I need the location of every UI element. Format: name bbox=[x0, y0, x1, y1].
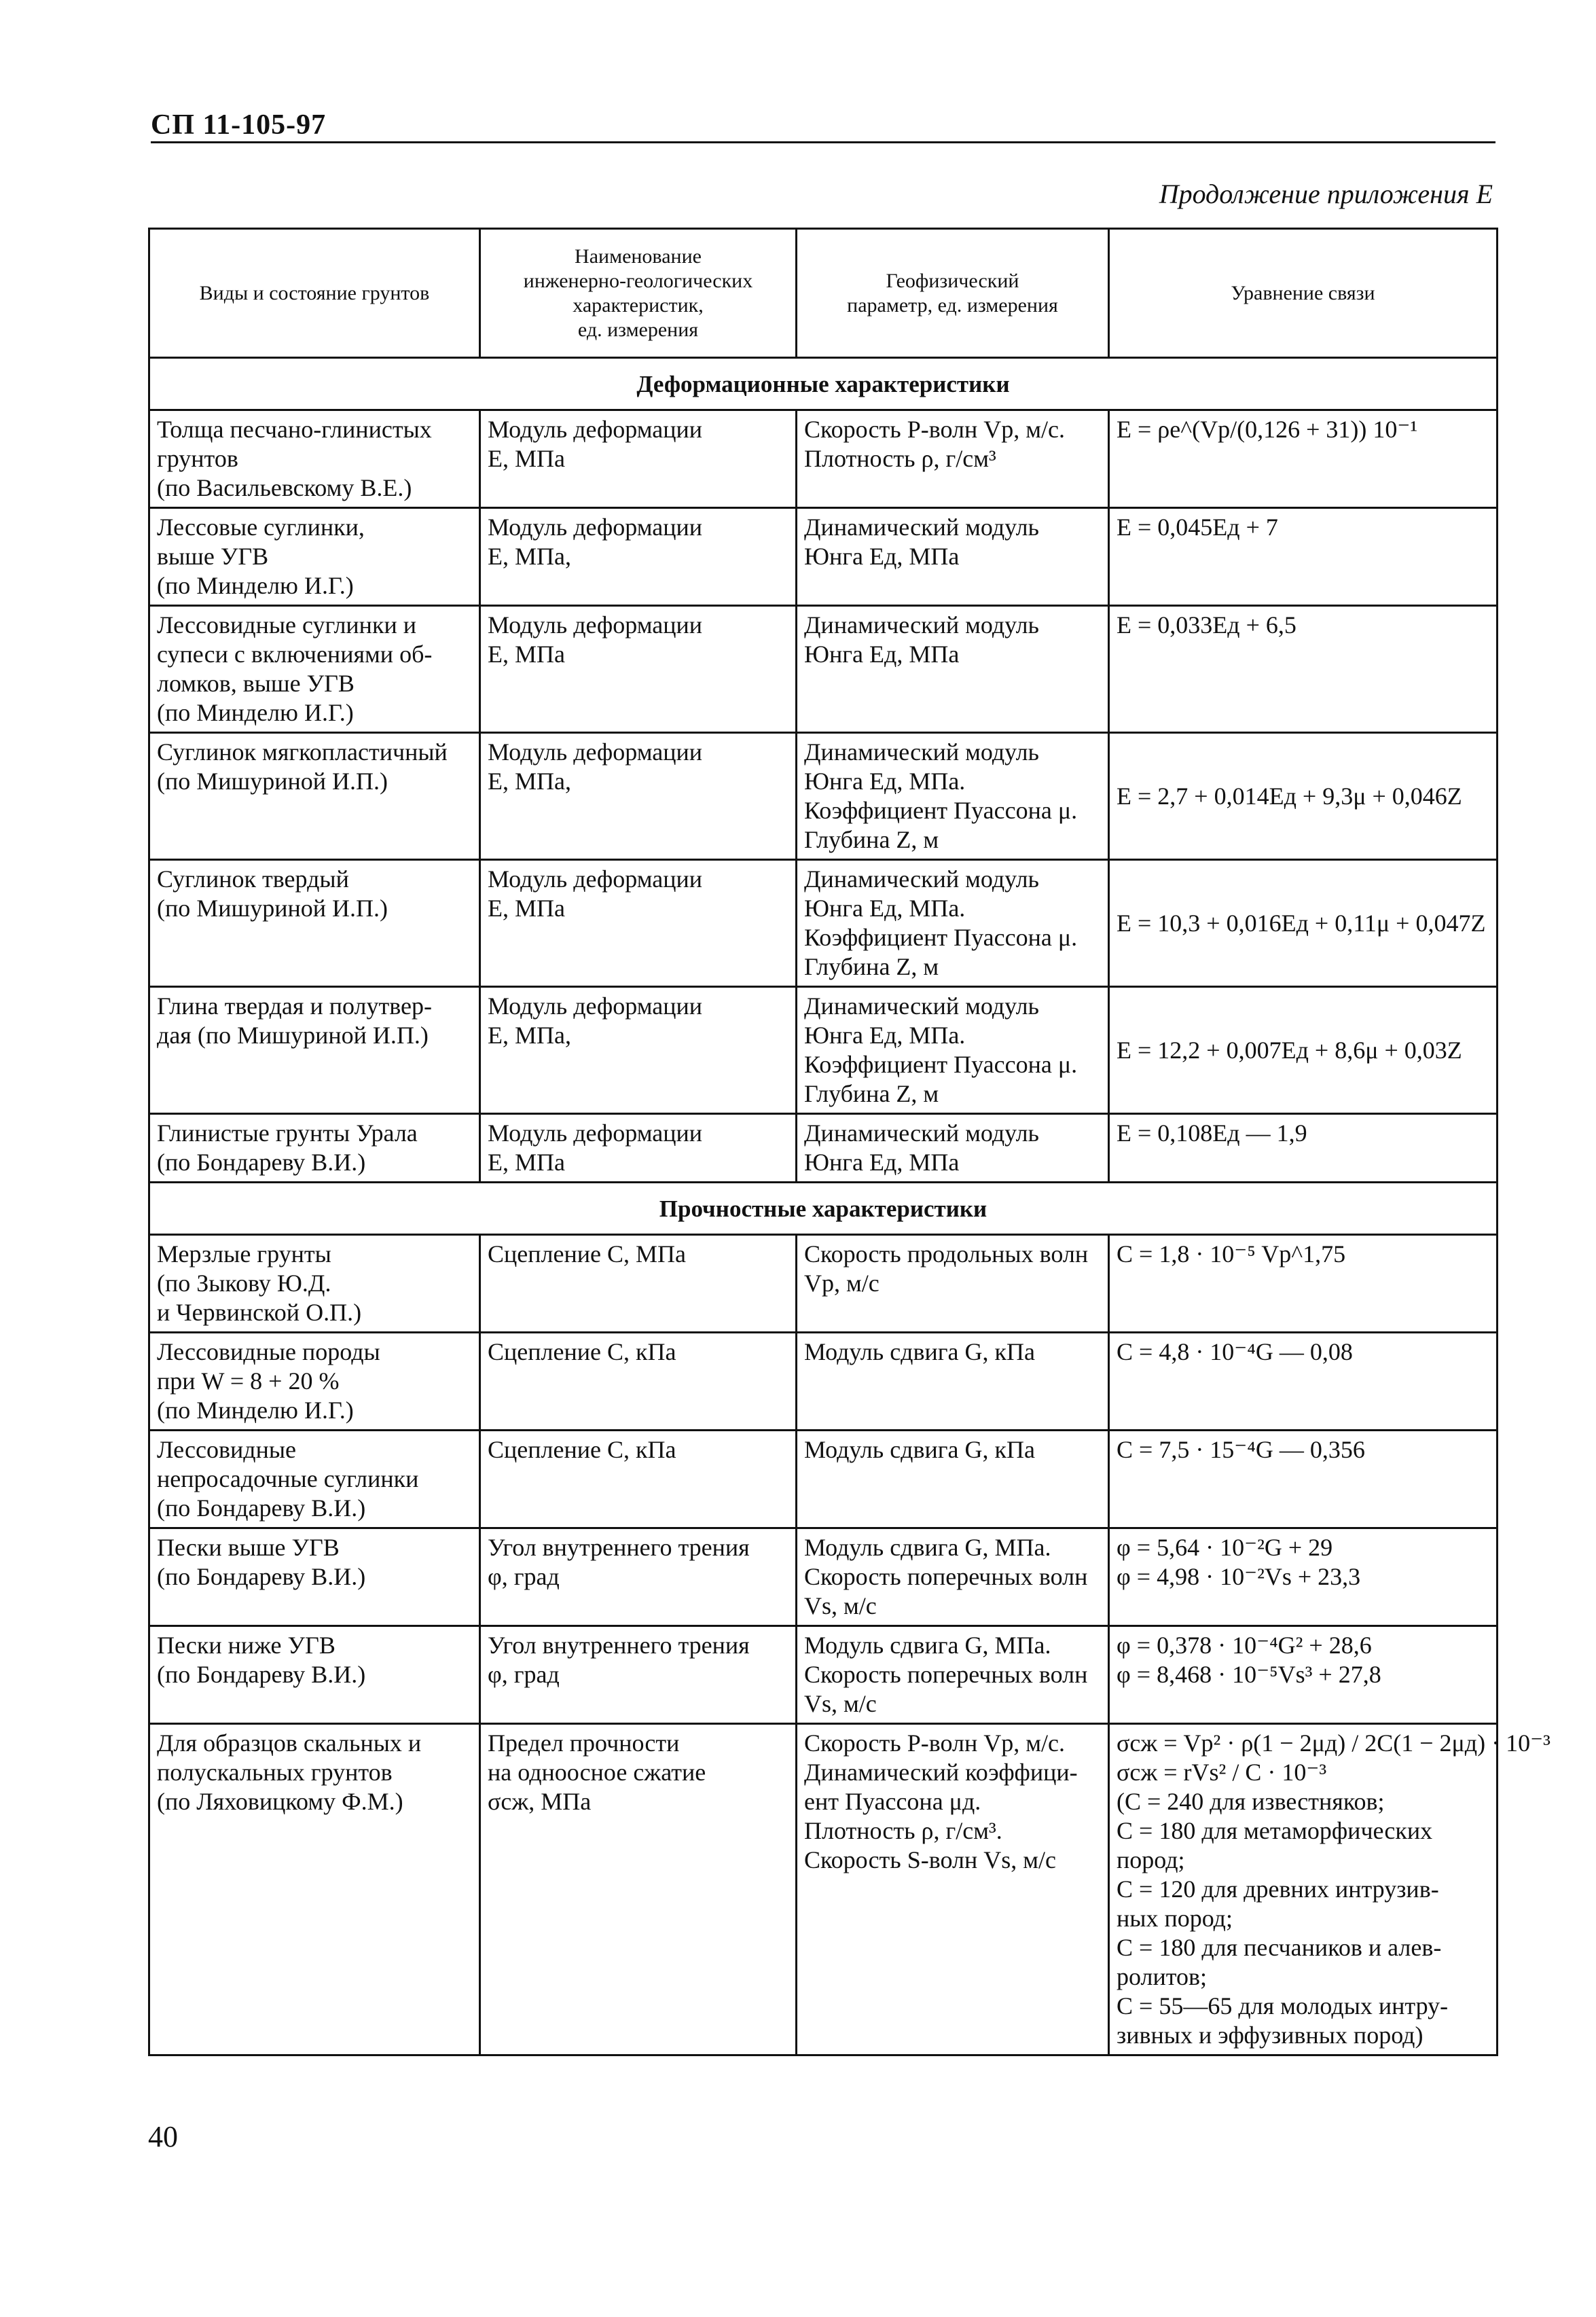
property-cell bbox=[480, 1626, 797, 1724]
parameter-cell-line: Модуль сдвига G, МПа. bbox=[804, 1534, 1051, 1561]
property-cell-line: Модуль деформации bbox=[488, 416, 703, 443]
equation-cell-line: пород; bbox=[1117, 1846, 1185, 1873]
soil-cell bbox=[149, 410, 480, 508]
equation-cell-line: E = 2,7 + 0,014Eд + 9,3μ + 0,046Z bbox=[1117, 782, 1462, 810]
property-cell-line: φ, град bbox=[488, 1563, 560, 1590]
equation-cell-line: E = 10,3 + 0,016Eд + 0,11μ + 0,047Z bbox=[1117, 909, 1486, 937]
equation-cell-line: φ = 0,378 · 10⁻⁴G² + 28,6 bbox=[1117, 1632, 1372, 1659]
parameter-cell-line: ент Пуассона μд. bbox=[804, 1788, 981, 1815]
soil-cell-line: Лессовидные породы bbox=[157, 1338, 380, 1365]
parameter-cell-line: Коэффициент Пуассона μ. bbox=[804, 924, 1078, 951]
property-cell-line: σсж, МПа bbox=[488, 1788, 592, 1815]
column-header-line: Геофизический bbox=[886, 269, 1019, 292]
column-header bbox=[797, 229, 1109, 358]
parameter-cell-line: Скорость поперечных волн bbox=[804, 1563, 1088, 1590]
parameter-cell-line: Динамический модуль bbox=[804, 611, 1039, 639]
soil-cell-line: (по Минделю И.Г.) bbox=[157, 572, 354, 599]
property-cell bbox=[480, 1724, 797, 2055]
table-row bbox=[149, 1724, 1498, 2055]
equation-cell-line: C = 4,8 · 10⁻⁴G — 0,08 bbox=[1117, 1338, 1353, 1365]
parameter-cell-line: Юнга Eд, МПа. bbox=[804, 1022, 966, 1049]
parameter-cell-line: Модуль сдвига G, МПа. bbox=[804, 1632, 1051, 1659]
property-cell-line: Угол внутреннего трения bbox=[488, 1632, 750, 1659]
soil-cell bbox=[149, 1626, 480, 1724]
equation-cell bbox=[1109, 508, 1498, 606]
table-row bbox=[149, 508, 1498, 606]
soil-cell-line: Глина твердая и полутвер- bbox=[157, 992, 432, 1020]
table-row bbox=[149, 1431, 1498, 1528]
property-cell-line: Модуль деформации bbox=[488, 611, 703, 639]
parameter-cell-line: Скорость S-волн Vs, м/с bbox=[804, 1846, 1056, 1873]
equation-cell bbox=[1109, 1333, 1498, 1431]
equation-cell-line: C = 180 для песчаников и алев- bbox=[1117, 1934, 1442, 1961]
property-cell-line: Модуль деформации bbox=[488, 738, 703, 766]
property-cell-line: Модуль деформации bbox=[488, 1119, 703, 1147]
parameter-cell bbox=[797, 987, 1109, 1114]
parameter-cell-line: Коэффициент Пуассона μ. bbox=[804, 1051, 1078, 1078]
header-rule bbox=[151, 141, 1495, 143]
property-cell bbox=[480, 410, 797, 508]
property-cell-line: Угол внутреннего трения bbox=[488, 1534, 750, 1561]
property-cell-line: Модуль деформации bbox=[488, 865, 703, 893]
soil-cell-line: (по Бондареву В.И.) bbox=[157, 1494, 366, 1522]
table-row bbox=[149, 1626, 1498, 1724]
parameter-cell-line: Глубина Z, м bbox=[804, 953, 939, 980]
parameter-cell-line: Динамический модуль bbox=[804, 865, 1039, 893]
parameter-cell-line: Динамический модуль bbox=[804, 992, 1039, 1020]
parameter-cell-line: Юнга Eд, МПа bbox=[804, 641, 960, 668]
table-row bbox=[149, 1528, 1498, 1626]
parameter-cell bbox=[797, 508, 1109, 606]
parameter-cell bbox=[797, 1235, 1109, 1333]
column-header-line: ед. измерения bbox=[577, 318, 699, 341]
equation-cell-line: σсж = Vp² · ρ(1 − 2μд) / 2C(1 − 2μд) · 10⁻³ bbox=[1117, 1729, 1550, 1757]
property-cell bbox=[480, 733, 797, 860]
parameter-cell-line: Юнга Eд, МПа bbox=[804, 1149, 960, 1176]
soil-cell-line: грунтов bbox=[157, 445, 238, 472]
column-header-line: Наименование bbox=[575, 245, 702, 268]
property-cell bbox=[480, 1114, 797, 1183]
section-header-row bbox=[149, 1183, 1498, 1235]
soil-cell-line: (по Ляховицкому Ф.М.) bbox=[157, 1788, 403, 1815]
equation-cell bbox=[1109, 1528, 1498, 1626]
soil-cell-line: Лессовидные bbox=[157, 1436, 297, 1463]
equation-cell bbox=[1109, 606, 1498, 733]
soil-cell-line: Лессовидные суглинки и bbox=[157, 611, 416, 639]
parameter-cell-line: Скорость продольных волн bbox=[804, 1240, 1089, 1268]
equation-cell-line: C = 1,8 · 10⁻⁵ Vp^1,75 bbox=[1117, 1240, 1346, 1268]
soil-cell-line: (по Зыкову Ю.Д. bbox=[157, 1270, 331, 1297]
property-cell-line: Модуль деформации bbox=[488, 514, 703, 541]
parameter-cell bbox=[797, 1724, 1109, 2055]
property-cell-line: E, МПа bbox=[488, 445, 565, 472]
parameter-cell bbox=[797, 1431, 1109, 1528]
parameter-cell-line: Юнга Eд, МПа. bbox=[804, 768, 966, 795]
soil-cell bbox=[149, 860, 480, 987]
property-cell bbox=[480, 508, 797, 606]
equation-cell-line: C = 7,5 · 15⁻⁴G — 0,356 bbox=[1117, 1436, 1365, 1463]
equation-cell bbox=[1109, 733, 1498, 860]
equation-cell-line: E = 0,108Eд — 1,9 bbox=[1117, 1119, 1307, 1147]
column-header-line: Уравнение связи bbox=[1231, 281, 1375, 304]
property-cell-line: Сцепление C, МПа bbox=[488, 1240, 686, 1268]
property-cell bbox=[480, 987, 797, 1114]
property-cell bbox=[480, 1235, 797, 1333]
parameter-cell-line: Скорость поперечных волн bbox=[804, 1661, 1088, 1688]
soil-cell-line: (по Бондареву В.И.) bbox=[157, 1661, 366, 1688]
property-cell-line: Сцепление C, кПа bbox=[488, 1338, 676, 1365]
table-row bbox=[149, 987, 1498, 1114]
property-cell-line: E, МПа bbox=[488, 895, 565, 922]
column-header-line: инженерно-геологических bbox=[523, 269, 753, 292]
soil-cell-line: Мерзлые грунты bbox=[157, 1240, 331, 1268]
equation-cell-line: φ = 5,64 · 10⁻²G + 29 bbox=[1117, 1534, 1333, 1561]
parameter-cell-line: Динамический модуль bbox=[804, 738, 1039, 766]
soil-cell-line: и Червинской О.П.) bbox=[157, 1299, 362, 1326]
soil-cell bbox=[149, 1114, 480, 1183]
soil-cell-line: выше УГВ bbox=[157, 543, 269, 570]
parameter-cell bbox=[797, 410, 1109, 508]
soil-cell-line: при W = 8 + 20 % bbox=[157, 1367, 340, 1395]
property-cell-line: E, МПа, bbox=[488, 768, 571, 795]
section-header-row bbox=[149, 358, 1498, 410]
soil-cell-line: (по Мишуриной И.П.) bbox=[157, 895, 388, 922]
equation-cell bbox=[1109, 1235, 1498, 1333]
soil-cell-line: дая (по Мишуриной И.П.) bbox=[157, 1022, 429, 1049]
parameter-cell-line: Динамический модуль bbox=[804, 514, 1039, 541]
parameter-cell-line: Vp, м/с bbox=[804, 1270, 879, 1297]
parameter-cell bbox=[797, 1528, 1109, 1626]
parameter-cell bbox=[797, 860, 1109, 987]
parameter-cell bbox=[797, 1333, 1109, 1431]
property-cell bbox=[480, 1528, 797, 1626]
equation-cell-line: φ = 4,98 · 10⁻²Vs + 23,3 bbox=[1117, 1563, 1361, 1590]
equation-cell-line: E = 0,033Eд + 6,5 bbox=[1117, 611, 1296, 639]
property-cell-line: E, МПа, bbox=[488, 1022, 571, 1049]
correlation-table bbox=[148, 228, 1550, 2056]
equation-cell-line: σсж = rVs² / C · 10⁻³ bbox=[1117, 1759, 1327, 1786]
soil-cell bbox=[149, 508, 480, 606]
equation-cell-line: ролитов; bbox=[1117, 1963, 1208, 1990]
soil-cell-line: Лессовые суглинки, bbox=[157, 514, 365, 541]
column-header bbox=[480, 229, 797, 358]
column-header bbox=[1109, 229, 1498, 358]
equation-cell bbox=[1109, 1724, 1550, 2055]
equation-cell-line: E = ρe^(Vp/(0,126 + 31)) 10⁻¹ bbox=[1117, 416, 1418, 443]
table-row bbox=[149, 1114, 1498, 1183]
soil-cell-line: Пески выше УГВ bbox=[157, 1534, 340, 1561]
equation-cell-line: ных пород; bbox=[1117, 1905, 1233, 1932]
soil-cell-line: Суглинок мягкопластичный bbox=[157, 738, 448, 766]
equation-cell bbox=[1109, 987, 1498, 1114]
column-header bbox=[149, 229, 480, 358]
property-cell-line: Сцепление C, кПа bbox=[488, 1436, 676, 1463]
equation-cell-line: φ = 8,468 · 10⁻⁵Vs³ + 27,8 bbox=[1117, 1661, 1381, 1688]
parameter-cell-line: Юнга Eд, МПа. bbox=[804, 895, 966, 922]
parameter-cell-line: Модуль сдвига G, кПа bbox=[804, 1338, 1035, 1365]
equation-cell-line: C = 55—65 для молодых интру- bbox=[1117, 1992, 1449, 2019]
soil-cell-line: непросадочные суглинки bbox=[157, 1465, 419, 1492]
property-cell-line: E, МПа bbox=[488, 1149, 565, 1176]
soil-cell-line: (по Васильевскому В.Е.) bbox=[157, 474, 412, 501]
parameter-cell-line: Модуль сдвига G, кПа bbox=[804, 1436, 1035, 1463]
parameter-cell bbox=[797, 606, 1109, 733]
equation-cell-line: (C = 240 для известняков; bbox=[1117, 1788, 1385, 1815]
soil-cell-line: Глинистые грунты Урала bbox=[157, 1119, 418, 1147]
section-title: Деформационные характеристики bbox=[149, 358, 1498, 410]
parameter-cell bbox=[797, 1626, 1109, 1724]
page-number: 40 bbox=[148, 2120, 178, 2153]
parameter-cell-line: Плотность ρ, г/см³ bbox=[804, 445, 996, 472]
parameter-cell-line: Динамический коэффици- bbox=[804, 1759, 1078, 1786]
property-cell bbox=[480, 860, 797, 987]
equation-cell bbox=[1109, 860, 1498, 987]
soil-cell-line: Пески ниже УГВ bbox=[157, 1632, 335, 1659]
equation-cell-line: C = 180 для метаморфических bbox=[1117, 1817, 1433, 1844]
equation-cell bbox=[1109, 1114, 1498, 1183]
parameter-cell-line: Скорость P-волн Vp, м/с. bbox=[804, 416, 1065, 443]
property-cell bbox=[480, 1431, 797, 1528]
equation-cell-line: E = 0,045Eд + 7 bbox=[1117, 514, 1278, 541]
soil-cell-line: (по Минделю И.Г.) bbox=[157, 1397, 354, 1424]
parameter-cell-line: Коэффициент Пуассона μ. bbox=[804, 797, 1078, 824]
property-cell-line: Предел прочности bbox=[488, 1729, 680, 1757]
parameter-cell-line: Юнга Eд, МПа bbox=[804, 543, 960, 570]
soil-cell-line: полускальных грунтов bbox=[157, 1759, 393, 1786]
table-header-row bbox=[149, 229, 1498, 358]
parameter-cell-line: Плотность ρ, г/см³. bbox=[804, 1817, 1002, 1844]
column-header-line: Виды и состояние грунтов bbox=[199, 281, 430, 304]
table-row bbox=[149, 1235, 1498, 1333]
soil-cell bbox=[149, 987, 480, 1114]
parameter-cell bbox=[797, 1114, 1109, 1183]
column-header-line: характеристик, bbox=[573, 293, 704, 317]
soil-cell bbox=[149, 1528, 480, 1626]
equation-cell bbox=[1109, 410, 1498, 508]
equation-cell-line: зивных и эффузивных пород) bbox=[1117, 2022, 1423, 2049]
soil-cell-line: (по Мишуриной И.П.) bbox=[157, 768, 388, 795]
soil-cell bbox=[149, 1724, 480, 2055]
parameter-cell-line: Vs, м/с bbox=[804, 1690, 877, 1717]
soil-cell-line: супеси с включениями об- bbox=[157, 641, 433, 668]
table-row bbox=[149, 1333, 1498, 1431]
equation-cell bbox=[1109, 1431, 1498, 1528]
table-row bbox=[149, 606, 1498, 733]
document-code: СП 11-105-97 bbox=[151, 109, 327, 141]
property-cell bbox=[480, 1333, 797, 1431]
section-title: Прочностные характеристики bbox=[149, 1183, 1498, 1235]
soil-cell-line: ломков, выше УГВ bbox=[157, 670, 355, 697]
soil-cell-line: Толща песчано-глинистых bbox=[157, 416, 432, 443]
property-cell bbox=[480, 606, 797, 733]
equation-cell bbox=[1109, 1626, 1498, 1724]
soil-cell-line: Для образцов скальных и bbox=[157, 1729, 422, 1757]
equation-cell-line: C = 120 для древних интрузив- bbox=[1117, 1875, 1439, 1903]
parameter-cell-line: Скорость P-волн Vp, м/с. bbox=[804, 1729, 1065, 1757]
column-header-line: параметр, ед. измерения bbox=[847, 293, 1058, 317]
equation-cell-line: E = 12,2 + 0,007Eд + 8,6μ + 0,03Z bbox=[1117, 1036, 1462, 1064]
soil-cell-line: (по Минделю И.Г.) bbox=[157, 699, 354, 726]
soil-cell bbox=[149, 1333, 480, 1431]
property-cell-line: E, МПа, bbox=[488, 543, 571, 570]
parameter-cell-line: Глубина Z, м bbox=[804, 1080, 939, 1107]
parameter-cell-line: Глубина Z, м bbox=[804, 826, 939, 853]
soil-cell bbox=[149, 606, 480, 733]
soil-cell bbox=[149, 733, 480, 860]
soil-cell bbox=[149, 1235, 480, 1333]
soil-cell-line: (по Бондареву В.И.) bbox=[157, 1149, 366, 1176]
property-cell-line: φ, град bbox=[488, 1661, 560, 1688]
parameter-cell-line: Vs, м/с bbox=[804, 1592, 877, 1619]
property-cell-line: Модуль деформации bbox=[488, 992, 703, 1020]
parameter-cell-line: Динамический модуль bbox=[804, 1119, 1039, 1147]
table-row bbox=[149, 860, 1498, 987]
soil-cell-line: Суглинок твердый bbox=[157, 865, 349, 893]
property-cell-line: на одноосное сжатие bbox=[488, 1759, 706, 1786]
table-row bbox=[149, 410, 1498, 508]
soil-cell-line: (по Бондареву В.И.) bbox=[157, 1563, 366, 1590]
soil-cell bbox=[149, 1431, 480, 1528]
table-row bbox=[149, 733, 1498, 860]
property-cell-line: E, МПа bbox=[488, 641, 565, 668]
continuation-caption: Продолжение приложения Е bbox=[1159, 179, 1493, 209]
parameter-cell bbox=[797, 733, 1109, 860]
